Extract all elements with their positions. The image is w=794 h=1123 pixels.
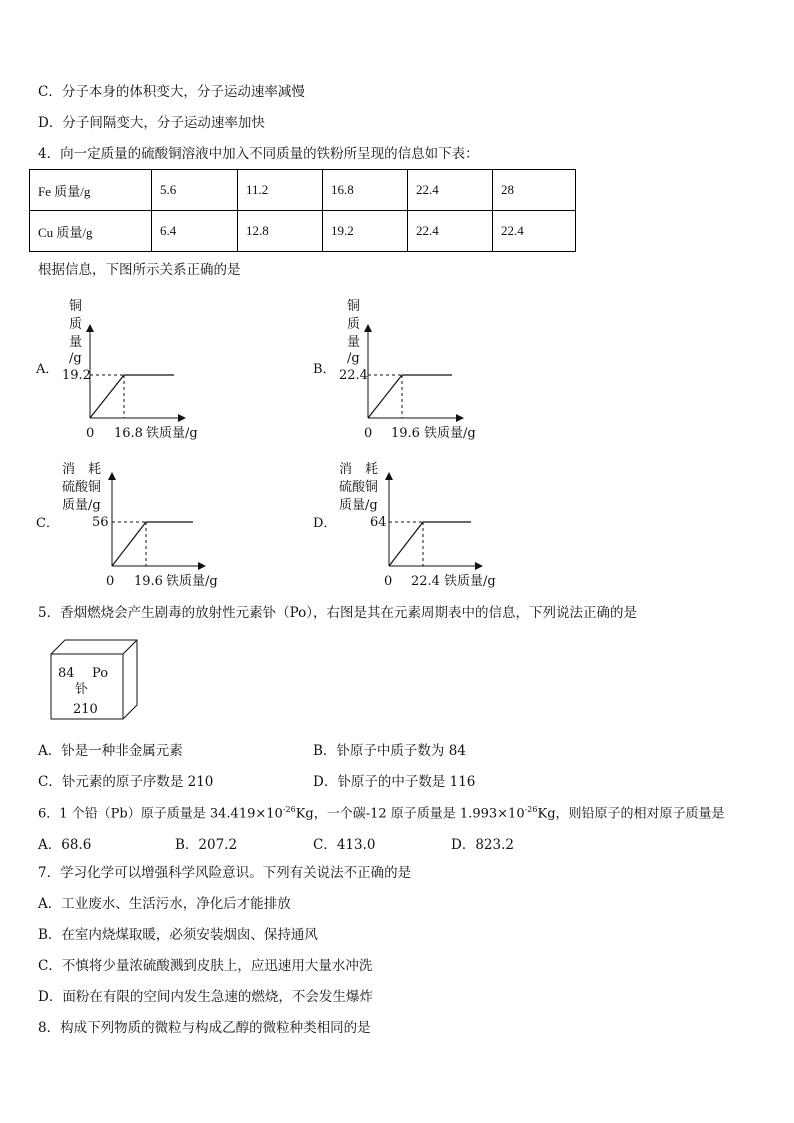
q6-stem-part: Kg，则铅原子的相对原子质量是 bbox=[537, 806, 725, 822]
graph-x-value: 19.6 bbox=[134, 574, 163, 589]
data-rising-line bbox=[368, 375, 402, 418]
table-cell: 12.8 bbox=[238, 211, 323, 252]
graph-option-letter: A． bbox=[36, 362, 59, 377]
q5-option-d: D．钋原子的中子数是 116 bbox=[313, 774, 476, 790]
graph-x-label: 铁质量/g bbox=[146, 426, 198, 441]
q7-option-c: C．不慎将少量浓硫酸溅到皮肤上，应迅速用大量水冲洗 bbox=[38, 958, 373, 974]
graph-x-label: 铁质量/g bbox=[444, 574, 496, 589]
graph-y-label: 消 耗 bbox=[62, 462, 102, 477]
q6-stem-part: 6．1 个铅（Pb）原子质量是 34.419×10 bbox=[38, 806, 283, 822]
graph-option-letter: C． bbox=[36, 516, 59, 531]
graph-y-value: 56 bbox=[92, 515, 109, 530]
graph-x-label: 铁质量/g bbox=[166, 574, 218, 589]
element-name: 钋 bbox=[75, 682, 89, 697]
graph-x-label: 铁质量/g bbox=[424, 426, 476, 441]
element-symbol: Po bbox=[92, 666, 109, 681]
table-cell: 11.2 bbox=[238, 170, 323, 211]
element-atomic-mass: 210 bbox=[73, 702, 98, 717]
graph-x-value: 22.4 bbox=[411, 574, 440, 589]
q6-option-d: D．823.2 bbox=[451, 837, 514, 853]
graph-y-label: 质 bbox=[347, 317, 361, 332]
q6-option-c: C．413.0 bbox=[313, 837, 376, 853]
element-box-polonium bbox=[51, 640, 137, 719]
q5-option-c: C．钋元素的原子序数是 210 bbox=[38, 774, 214, 790]
q7-stem: 7．学习化学可以增强科学风险意识。下列有关说法不正确的是 bbox=[38, 865, 412, 881]
data-rising-line bbox=[389, 522, 423, 566]
q6-exponent: -26 bbox=[282, 805, 296, 814]
graph-origin: 0 bbox=[106, 574, 115, 589]
table-cell: 22.4 bbox=[408, 170, 493, 211]
q6-option-b: B．207.2 bbox=[175, 837, 238, 853]
q6-option-a: A．68.6 bbox=[38, 837, 92, 853]
graph-y-value: 22.4 bbox=[339, 368, 368, 383]
graph-y-label: 铜 bbox=[347, 299, 361, 314]
graph-origin: 0 bbox=[384, 574, 393, 589]
q6-exponent: -26 bbox=[524, 805, 538, 814]
q7-option-b: B．在室内烧煤取暖，必须安装烟囱、保持通风 bbox=[38, 927, 318, 943]
graph-y-label: 质 bbox=[69, 317, 83, 332]
graph-y-label: /g bbox=[347, 351, 360, 366]
graph-y-label: 消 耗 bbox=[339, 462, 379, 477]
table-cell: 16.8 bbox=[323, 170, 408, 211]
q4-prompt: 根据信息，下图所示关系正确的是 bbox=[38, 262, 241, 278]
graph-d bbox=[313, 461, 496, 589]
graph-option-letter: B． bbox=[313, 362, 336, 377]
data-rising-line bbox=[90, 375, 124, 418]
graph-b bbox=[313, 298, 476, 441]
graph-y-label: 质量/g bbox=[339, 498, 378, 513]
graph-option-letter: D． bbox=[313, 516, 337, 531]
table-cell: 22.4 bbox=[408, 211, 493, 252]
graph-x-value: 16.8 bbox=[114, 426, 143, 441]
element-atomic-number: 84 bbox=[58, 666, 75, 681]
table-cell: 28 bbox=[493, 170, 576, 211]
graph-y-label: 硫酸铜 bbox=[62, 480, 102, 495]
q4-stem: 4．向一定质量的硫酸铜溶液中加入不同质量的铁粉所呈现的信息如下表： bbox=[38, 146, 479, 162]
q6-stem bbox=[38, 801, 725, 823]
q3-option-d: D．分子间隔变大，分子运动速率加快 bbox=[38, 115, 265, 131]
q7-option-d: D．面粉在有限的空间内发生急速的燃烧，不会发生爆炸 bbox=[38, 989, 373, 1005]
q3-option-c: C．分子本身的体积变大，分子运动速率减慢 bbox=[38, 84, 305, 100]
table-cell: Cu 质量/g bbox=[30, 211, 152, 252]
graph-y-label: 硫酸铜 bbox=[339, 480, 379, 495]
graph-y-label: 铜 bbox=[69, 299, 83, 314]
table-cell: 22.4 bbox=[493, 211, 576, 252]
q6-stem-part: Kg，一个碳-12 原子质量是 1.993×10 bbox=[295, 806, 525, 822]
graph-y-label: 质量/g bbox=[62, 498, 101, 513]
graph-y-label: /g bbox=[69, 351, 82, 366]
table-cell: 5.6 bbox=[152, 170, 238, 211]
q7-option-a: A．工业废水、生活污水，净化后才能排放 bbox=[38, 896, 291, 912]
graph-origin: 0 bbox=[86, 426, 95, 441]
q5-option-b: B．钋原子中质子数为 84 bbox=[313, 743, 466, 759]
graph-y-value: 19.2 bbox=[62, 368, 91, 383]
graph-y-value: 64 bbox=[370, 515, 387, 530]
q8-stem: 8．构成下列物质的微粒与构成乙醇的微粒种类相同的是 bbox=[38, 1020, 371, 1036]
graph-origin: 0 bbox=[364, 426, 373, 441]
graph-y-label: 量 bbox=[347, 335, 361, 350]
table-cell: Fe 质量/g bbox=[30, 170, 152, 211]
data-rising-line bbox=[112, 522, 146, 566]
graph-x-value: 19.6 bbox=[391, 426, 420, 441]
table-cell: 6.4 bbox=[152, 211, 238, 252]
graph-y-label: 量 bbox=[69, 335, 83, 350]
q5-stem: 5．香烟燃烧会产生剧毒的放射性元素钋（Po），右图是其在元素周期表中的信息，下列说法正确的是 bbox=[38, 605, 638, 621]
q5-option-a: A．钋是一种非金属元素 bbox=[38, 743, 183, 759]
graph-c bbox=[36, 461, 218, 589]
table-cell: 19.2 bbox=[323, 211, 408, 252]
